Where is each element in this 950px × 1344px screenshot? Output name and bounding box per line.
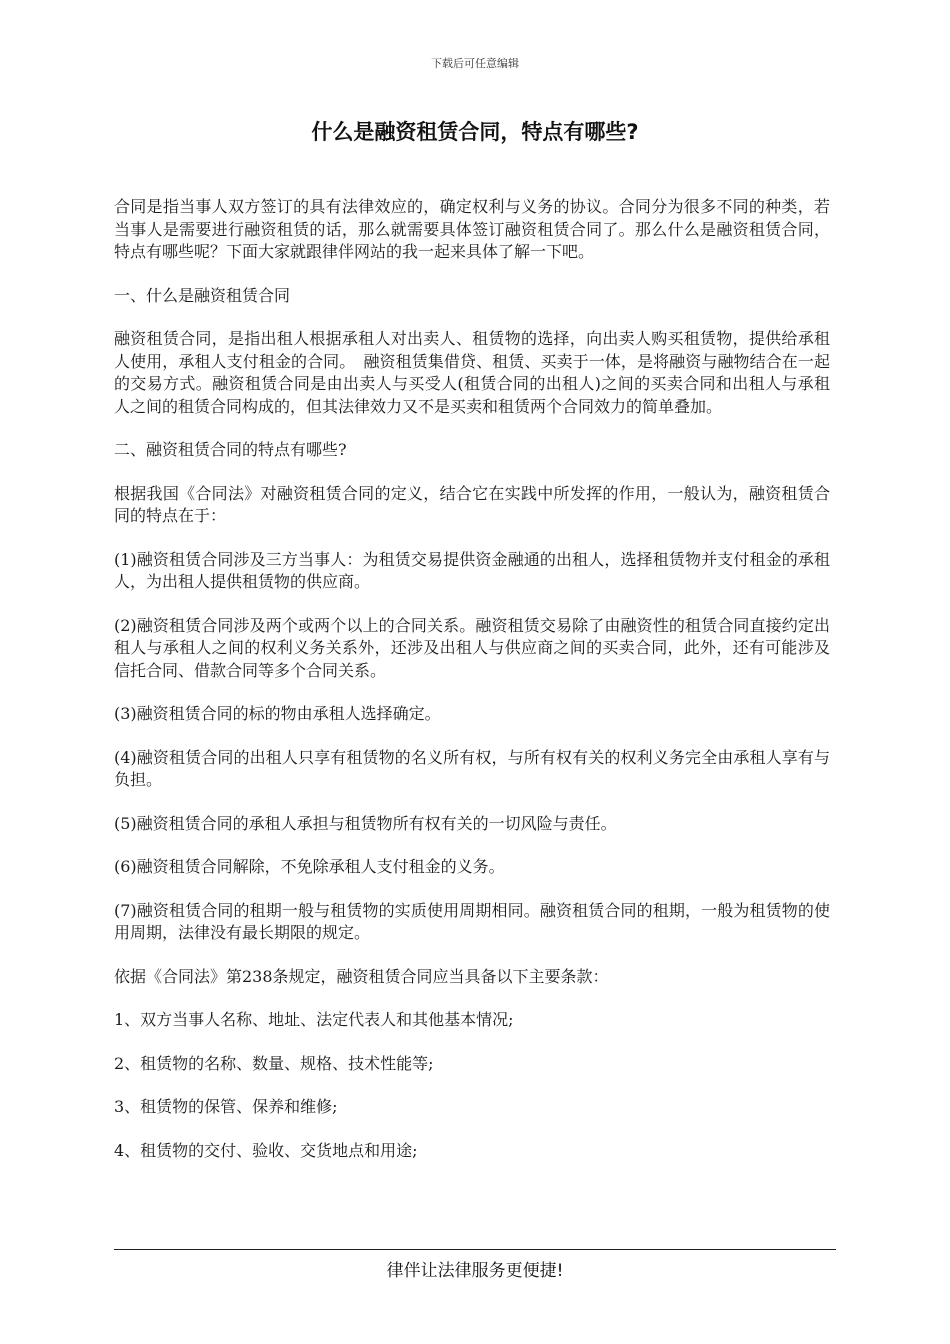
intro-paragraph: 合同是指当事人双方签订的具有法律效应的，确定权利与义务的协议。合同分为很多不同的种类，若当事人是需要进行融资租赁的话，那么就需要具体签订融资租赁合同了。那么什么是融资租赁合同，特点有哪些呢？下面大家就跟律伴网站的我一起来具体了解一下吧。 [114, 197, 830, 261]
feature-item-7: (7)融资租赁合同的租期一般与租赁物的实质使用周期相同。融资租赁合同的租期，一般为租赁物的使用周期，法律没有最长期限的规定。 [114, 900, 830, 942]
clause-item-2: 2、租赁物的名称、数量、规格、技术性能等; [114, 1053, 434, 1073]
clause-item-3: 3、租赁物的保管、保养和维修; [114, 1097, 338, 1116]
document-title: 什么是融资租赁合同，特点有哪些? [311, 120, 639, 144]
footer-slogan: 律伴让法律服务更便捷! [386, 1261, 564, 1281]
feature-item-5: (5)融资租赁合同的承租人承担与租赁物所有权有关的一切风险与责任。 [114, 813, 617, 833]
header-note: 下载后可任意编辑 [431, 57, 519, 70]
document-body [114, 196, 830, 1183]
features-intro-paragraph: 根据我国《合同法》对融资租赁合同的定义，结合它在实践中所发挥的作用，一般认为，融资租赁合同的特点在于： [114, 483, 830, 525]
clauses-intro-paragraph: 依据《合同法》第238条规定，融资租赁合同应当具备以下主要条款： [114, 966, 609, 986]
feature-item-3: (3)融资租赁合同的标的物由承租人选择确定。 [114, 704, 441, 723]
clause-item-1: 1、双方当事人名称、地址、法定代表人和其他基本情况; [114, 1010, 514, 1029]
definition-paragraph: 融资租赁合同，是指出租人根据承租人对出卖人、租赁物的选择，向出卖人购买租赁物，提供给承租人使用，承租人支付租金的合同。 融资租赁集借贷、租赁、买卖于一体，是将融资与融物结合在一起的交易方式。融资租赁合同是由出卖人与买受人(租赁合同的出租人)之间的买卖合同和出租人与承租人之间的租赁合同构成的，但其法律效力又不是买卖和租赁两个合同效力的简单叠加。 [114, 329, 830, 416]
feature-item-1: (1)融资租赁合同涉及三方当事人：为租赁交易提供资金融通的出租人，选择租赁物并支付租金的承租人，为出租人提供租赁物的供应商。 [114, 549, 830, 591]
footer-divider [114, 1249, 836, 1250]
feature-item-6: (6)融资租赁合同解除，不免除承租人支付租金的义务。 [114, 857, 505, 876]
feature-item-4: (4)融资租赁合同的出租人只享有租赁物的名义所有权，与所有权有关的权利义务完全由承租人享有与负担。 [114, 747, 830, 789]
section-heading-2: 二、融资租赁合同的特点有哪些? [114, 440, 347, 459]
feature-item-2: (2)融资租赁合同涉及两个或两个以上的合同关系。融资租赁交易除了由融资性的租赁合同直接约定出租人与承租人之间的权利义务关系外，还涉及出租人与供应商之间的买卖合同，此外，还有可能涉及信托合同、借款合同等多个合同关系。 [114, 615, 830, 680]
section-heading-1: 一、什么是融资租赁合同 [114, 285, 291, 305]
clause-item-4: 4、租赁物的交付、验收、交货地点和用途; [114, 1140, 418, 1160]
